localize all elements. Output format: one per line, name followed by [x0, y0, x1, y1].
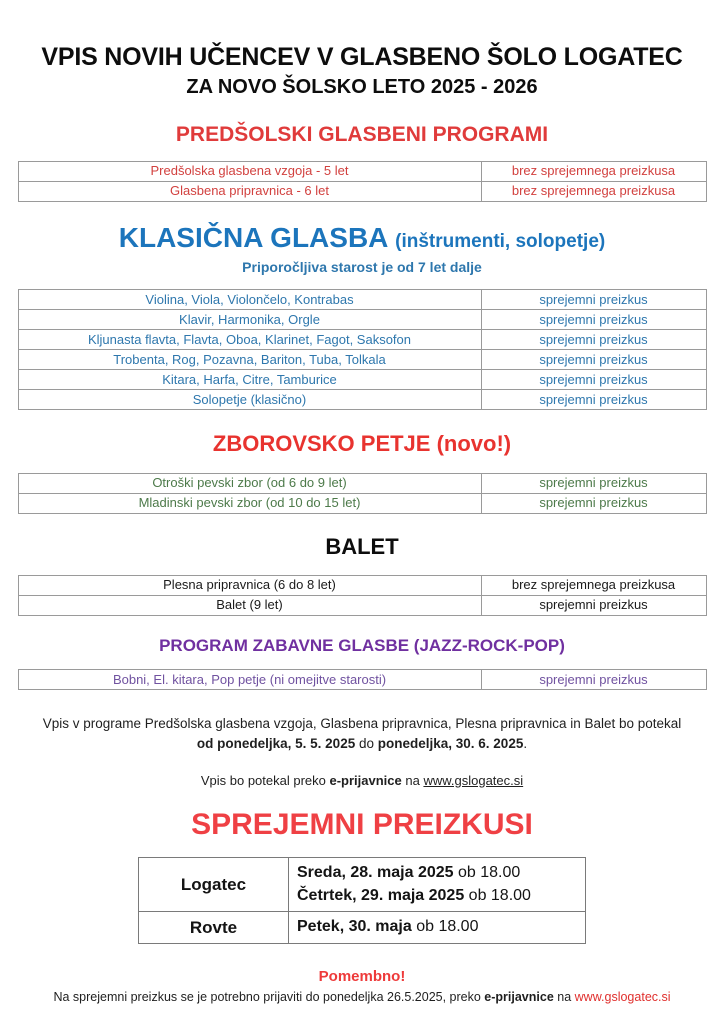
table-row: [139, 858, 586, 911]
exam-dates: [289, 911, 586, 943]
enrollment-date-end: .: [523, 736, 528, 752]
program-requirement: sprejemni preizkus: [481, 290, 706, 310]
program-requirement: sprejemni preizkus: [481, 310, 706, 330]
table-pop-programs: [18, 669, 707, 690]
exam-dates: [289, 858, 586, 911]
enrollment-date-to: ponedeljka, 30. 6. 2025: [377, 736, 524, 752]
exam-location: Logatec: [139, 858, 289, 911]
program-name: Bobni, El. kitara, Pop petje (ni omejitve starosti): [18, 670, 481, 690]
program-name: Otroški pevski zbor (od 6 do 9 let): [18, 473, 481, 493]
enrollment-paragraph: [32, 690, 692, 753]
table-row: [18, 161, 706, 181]
exam-date-time: ob 18.00: [453, 864, 521, 882]
table-classic-programs: [18, 289, 707, 410]
program-name: Solopetje (klasično): [18, 390, 481, 410]
table-row: [18, 390, 706, 410]
exam-location: Rovte: [139, 911, 289, 943]
eform-pre-text: Vpis bo potekal preko: [200, 772, 330, 788]
program-requirement: brez sprejemnega preizkusa: [481, 575, 706, 595]
website-link[interactable]: www.gslogatec.si: [423, 772, 524, 788]
exam-date-time: ob 18.00: [464, 886, 531, 904]
table-row: [18, 350, 706, 370]
table-row: [18, 330, 706, 350]
page-subtitle: ZA NOVO ŠOLSKO LETO 2025 - 2026: [186, 75, 538, 98]
eform-mid-text: na: [401, 772, 424, 788]
program-name: Violina, Viola, Violončelo, Kontrabas: [18, 290, 481, 310]
program-requirement: brez sprejemnega preizkusa: [481, 161, 706, 181]
program-requirement: sprejemni preizkus: [481, 390, 706, 410]
table-choir-programs: [18, 473, 707, 514]
program-name: Trobenta, Rog, Pozavna, Bariton, Tuba, Tolkala: [18, 350, 481, 370]
program-requirement: sprejemni preizkus: [481, 473, 706, 493]
enrollment-date-mid: do: [355, 736, 378, 752]
section-heading-choir: ZBOROVSKO PETJE (novo!): [212, 431, 512, 457]
eform-label: e-prijavnice: [329, 772, 402, 788]
program-name: Predšolska glasbena vzgoja - 5 let: [18, 161, 481, 181]
table-ballet-programs: [18, 575, 707, 616]
footer-website-link[interactable]: www.gslogatec.si: [574, 990, 671, 1005]
eform-paragraph: [32, 754, 692, 791]
program-requirement: sprejemni preizkus: [481, 670, 706, 690]
footer-important-title: Pomembno!: [318, 968, 406, 986]
program-name: Glasbena pripravnica - 6 let: [18, 181, 481, 201]
footer-mid-text: na: [553, 990, 575, 1005]
section-heading-classic: [17, 202, 707, 254]
program-name: Balet (9 let): [18, 595, 481, 615]
table-exam-dates: [138, 857, 586, 944]
program-requirement: brez sprejemnega preizkusa: [481, 181, 706, 201]
table-row: [18, 181, 706, 201]
table-preschool-programs: [18, 161, 707, 202]
footer-pre-text: Na sprejemni preizkus se je potrebno prijaviti do ponedeljka 26.5.2025, preko: [53, 990, 485, 1005]
table-row: [18, 575, 706, 595]
exam-table-wrapper: [17, 841, 707, 944]
footer-note: [17, 985, 707, 1007]
table-row: [18, 310, 706, 330]
section-heading-ballet: BALET: [325, 533, 399, 559]
table-row: [18, 290, 706, 310]
program-requirement: sprejemni preizkus: [481, 595, 706, 615]
program-requirement: sprejemni preizkus: [481, 370, 706, 390]
page-title: VPIS NOVIH UČENCEV V GLASBENO ŠOLO LOGATEC: [41, 43, 683, 71]
table-row: [18, 473, 706, 493]
table-row: [18, 670, 706, 690]
program-name: Klavir, Harmonika, Orgle: [18, 310, 481, 330]
exam-date-bold: Sreda, 28. maja 2025: [297, 864, 454, 882]
enrollment-line1: Vpis v programe Predšolska glasbena vzgoja, Glasbena pripravnica, Plesna pripravnica in Balet bo potekal: [42, 716, 682, 732]
section-heading-classic-paren: (inštrumenti, solopetje): [395, 230, 606, 252]
table-row: [18, 493, 706, 513]
exam-date-time: ob 18.00: [411, 918, 479, 936]
table-row: [18, 595, 706, 615]
exam-date-bold: Četrtek, 29. maja 2025: [297, 886, 465, 904]
program-name: Plesna pripravnica (6 do 8 let): [18, 575, 481, 595]
enrollment-date-from: od ponedeljka, 5. 5. 2025: [196, 736, 356, 752]
table-row: [139, 911, 586, 943]
exam-date-bold: Petek, 30. maja: [297, 918, 412, 936]
section-heading-preschool: PREDŠOLSKI GLASBENI PROGRAMI: [175, 122, 549, 146]
program-name: Kitara, Harfa, Citre, Tamburice: [18, 370, 481, 390]
table-row: [18, 370, 706, 390]
program-requirement: sprejemni preizkus: [481, 330, 706, 350]
section-heading-pop: PROGRAM ZABAVNE GLASBE (JAZZ-ROCK-POP): [159, 635, 565, 655]
program-requirement: sprejemni preizkus: [481, 493, 706, 513]
program-requirement: sprejemni preizkus: [481, 350, 706, 370]
program-name: Mladinski pevski zbor (od 10 do 15 let): [18, 493, 481, 513]
section-heading-exams: SPREJEMNI PREIZKUSI: [191, 808, 533, 842]
section-heading-classic-main: KLASIČNA GLASBA: [118, 221, 388, 253]
program-name: Kljunasta flavta, Flavta, Oboa, Klarinet, Fagot, Saksofon: [18, 330, 481, 350]
section-note-classic: Priporočljiva starost je od 7 let dalje: [242, 259, 482, 276]
footer-eform-label: e-prijavnice: [484, 990, 554, 1005]
